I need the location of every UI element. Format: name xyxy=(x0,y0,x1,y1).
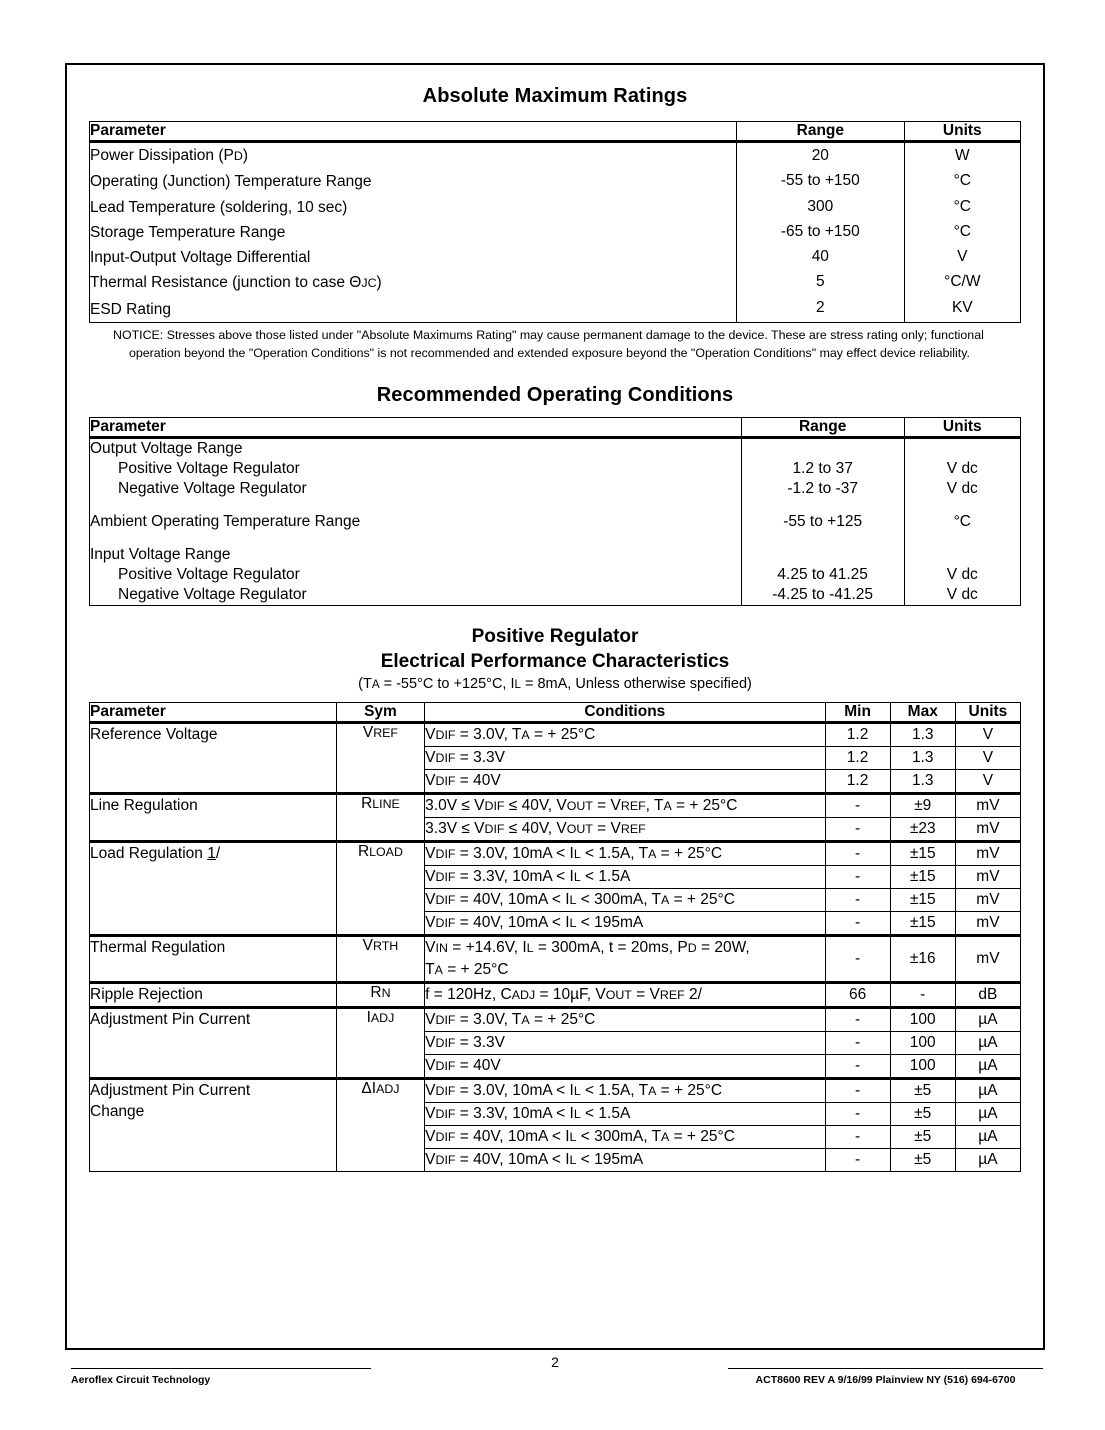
column-header-parameter: Parameter xyxy=(90,122,737,142)
epc-conditions-cell: 3.0V ≤ VDIF ≤ 40V, VOUT = VREF, TA = + 25°C xyxy=(425,794,825,818)
epc-conditions-cell: VDIF = 40V, 10mA < IL < 195mA xyxy=(425,1149,825,1172)
epc-conditions-cell: VDIF = 40V, 10mA < IL < 195mA xyxy=(425,912,825,936)
amr-units-value: W xyxy=(954,147,970,164)
epc-max-cell: ±23 xyxy=(890,818,955,842)
amr-parameter-cell xyxy=(90,142,737,323)
epc-units-cell: µA xyxy=(955,1126,1020,1149)
epc-conditions-cell: VDIF = 3.3V xyxy=(425,1032,825,1055)
epc-symbol-cell: RLINE xyxy=(336,794,424,842)
roc-units-value: V dc xyxy=(946,566,978,584)
table-row xyxy=(90,842,1021,866)
roc-group-heading: Input Voltage Range xyxy=(90,546,231,564)
epc-conditions-cell: 3.3V ≤ VDIF ≤ 40V, VOUT = VREF xyxy=(425,818,825,842)
amr-range-value: -55 to +150 xyxy=(780,172,860,190)
epc-units-cell: mV xyxy=(955,794,1020,818)
epc-symbol-cell: IADJ xyxy=(336,1008,424,1079)
electrical-performance-table xyxy=(89,702,1021,1172)
amr-parameter-label: ESD Rating xyxy=(90,300,171,318)
roc-line-label: Ambient Operating Temperature Range xyxy=(90,513,361,531)
epc-parameter-cell: Adjustment Pin Current xyxy=(90,1008,337,1079)
amr-range-cell xyxy=(737,142,905,323)
amr-units-value: °C xyxy=(953,197,971,215)
table-header-row xyxy=(90,122,1021,142)
roc-units-value: V dc xyxy=(946,480,978,498)
epc-conditions-cell: VDIF = 3.3V, 10mA < IL < 1.5A xyxy=(425,1103,825,1126)
electrical-performance-title: Electrical Performance Characteristics xyxy=(380,651,730,673)
column-header-sym: Sym xyxy=(336,703,424,723)
amr-range-value: 2 xyxy=(816,298,825,316)
column-header-units: Units xyxy=(904,122,1020,142)
epc-symbol-cell: VREF xyxy=(336,723,424,794)
amr-parameter-label: Input-Output Voltage Differential xyxy=(90,249,311,267)
epc-max-cell: 1.3 xyxy=(890,747,955,770)
epc-units-cell: mV xyxy=(955,889,1020,912)
amr-parameter-label: Operating (Junction) Temperature Range xyxy=(90,173,372,191)
epc-units-cell: µA xyxy=(955,1079,1020,1103)
epc-min-cell: - xyxy=(825,912,890,936)
epc-units-cell: mV xyxy=(955,842,1020,866)
column-header-parameter: Parameter xyxy=(90,703,337,723)
column-header-range: Range xyxy=(737,122,905,142)
column-header-conditions: Conditions xyxy=(425,703,825,723)
epc-symbol-cell: ΔIADJ xyxy=(336,1079,424,1172)
absolute-maximum-ratings-notice: NOTICE: Stresses above those listed under "Absolute Maximums Rating" may cause permanent damage to the device. These are stress rating only; functional operation beyond the "Operation Conditions" is not recommended and extended exposure beyond the "Operation Conditions" may effect device reliability. xyxy=(113,328,984,360)
epc-units-cell: dB xyxy=(955,983,1020,1008)
epc-units-cell: µA xyxy=(955,1149,1020,1172)
table-header-row xyxy=(90,418,1021,438)
table-header-row xyxy=(90,703,1021,723)
roc-range-value: -1.2 to -37 xyxy=(787,480,858,498)
roc-group xyxy=(90,439,741,499)
epc-min-cell: - xyxy=(825,1008,890,1032)
epc-parameter-cell: Line Regulation xyxy=(90,794,337,842)
column-header-max: Max xyxy=(890,703,955,723)
epc-max-cell: ±5 xyxy=(890,1103,955,1126)
epc-min-cell: - xyxy=(825,1126,890,1149)
footer-page-number: 2 xyxy=(551,1354,559,1370)
footer-document-info: ACT8600 REV A 9/16/99 Plainview NY (516) 694-6700 xyxy=(728,1368,1043,1386)
amr-units-value: °C xyxy=(953,172,971,190)
epc-conditions-cell: VDIF = 3.0V, TA = + 25°C xyxy=(425,1008,825,1032)
positive-regulator-title: Positive Regulator xyxy=(471,626,639,648)
amr-parameter-label: Thermal Resistance (junction to case ΘJC) xyxy=(90,274,382,292)
epc-min-cell: - xyxy=(825,936,890,983)
epc-conditions-cell: VDIF = 3.0V, 10mA < IL < 1.5A, TA = + 25°C xyxy=(425,1079,825,1103)
epc-units-cell: V xyxy=(955,770,1020,794)
epc-max-cell: 1.3 xyxy=(890,723,955,747)
roc-range-value: -55 to +125 xyxy=(783,513,863,531)
epc-max-cell: ±16 xyxy=(890,936,955,983)
epc-parameter-cell: Reference Voltage xyxy=(90,723,337,794)
absolute-maximum-ratings-table xyxy=(89,121,1021,323)
roc-range-value: -4.25 to -41.25 xyxy=(772,586,874,604)
epc-max-cell: 100 xyxy=(890,1055,955,1079)
roc-group-heading: Output Voltage Range xyxy=(90,440,243,458)
recommended-operating-conditions-title: Recommended Operating Conditions xyxy=(376,384,734,407)
epc-units-cell: V xyxy=(955,723,1020,747)
epc-max-cell: ±5 xyxy=(890,1126,955,1149)
amr-range-value: -65 to +150 xyxy=(780,222,860,240)
amr-range-value: 300 xyxy=(807,197,834,215)
amr-units-value: KV xyxy=(951,298,973,316)
amr-parameter-label: Lead Temperature (soldering, 10 sec) xyxy=(90,198,348,216)
roc-units-cell xyxy=(904,438,1020,606)
table-row xyxy=(90,983,1021,1008)
epc-conditions-cell: f = 120Hz, CADJ = 10µF, VOUT = VREF 2/ xyxy=(425,983,825,1008)
page-content xyxy=(65,63,1045,1172)
amr-range-value: 5 xyxy=(816,273,825,291)
epc-units-cell: V xyxy=(955,747,1020,770)
epc-conditions-cell: VDIF = 40V xyxy=(425,1055,825,1079)
epc-units-cell: µA xyxy=(955,1103,1020,1126)
epc-min-cell: - xyxy=(825,1055,890,1079)
epc-symbol-cell: RLOAD xyxy=(336,842,424,936)
epc-conditions-cell: VDIF = 3.3V, 10mA < IL < 1.5A xyxy=(425,866,825,889)
absolute-maximum-ratings-title: Absolute Maximum Ratings xyxy=(422,85,688,107)
epc-conditions-cell: VDIF = 3.0V, TA = + 25°C xyxy=(425,723,825,747)
epc-units-cell: mV xyxy=(955,936,1020,983)
roc-line-label: Positive Voltage Regulator xyxy=(118,460,300,478)
table-body-row xyxy=(90,438,1021,606)
table-row xyxy=(90,794,1021,818)
recommended-operating-conditions-table xyxy=(89,417,1021,606)
epc-conditions-cell: VDIF = 3.3V xyxy=(425,747,825,770)
epc-min-cell: 1.2 xyxy=(825,723,890,747)
epc-min-cell: - xyxy=(825,866,890,889)
epc-symbol-cell: RN xyxy=(336,983,424,1008)
epc-min-cell: - xyxy=(825,842,890,866)
epc-units-cell: mV xyxy=(955,866,1020,889)
amr-units-value: °C xyxy=(953,222,971,240)
epc-parameter-cell: Load Regulation 1/ xyxy=(90,842,337,936)
epc-min-cell: 66 xyxy=(825,983,890,1008)
roc-units-value: V dc xyxy=(946,586,978,604)
column-header-range: Range xyxy=(741,418,904,438)
epc-max-cell: ±5 xyxy=(890,1079,955,1103)
roc-line-label: Negative Voltage Regulator xyxy=(118,586,307,604)
epc-conditions-cell: VDIF = 3.0V, 10mA < IL < 1.5A, TA = + 25°C xyxy=(425,842,825,866)
epc-units-cell: µA xyxy=(955,1032,1020,1055)
amr-parameter-label: Storage Temperature Range xyxy=(90,223,286,241)
epc-max-cell: 1.3 xyxy=(890,770,955,794)
epc-max-cell: ±5 xyxy=(890,1149,955,1172)
epc-parameter-cell: Adjustment Pin Current Change xyxy=(90,1079,337,1172)
epc-conditions-cell: VIN = +14.6V, IL = 300mA, t = 20ms, PD = 20W, TA = + 25°C xyxy=(425,936,825,983)
epc-min-cell: - xyxy=(825,818,890,842)
epc-units-cell: mV xyxy=(955,912,1020,936)
amr-units-value: °C/W xyxy=(944,273,981,291)
roc-range-cell xyxy=(741,438,904,606)
epc-parameter-cell: Ripple Rejection xyxy=(90,983,337,1008)
epc-min-cell: - xyxy=(825,1149,890,1172)
epc-max-cell: 100 xyxy=(890,1032,955,1055)
epc-units-cell: mV xyxy=(955,818,1020,842)
epc-max-cell: - xyxy=(890,983,955,1008)
epc-min-cell: - xyxy=(825,1079,890,1103)
epc-max-cell: ±15 xyxy=(890,889,955,912)
roc-parameter-cell xyxy=(90,438,742,606)
column-header-min: Min xyxy=(825,703,890,723)
roc-range-value: 1.2 to 37 xyxy=(792,460,853,478)
epc-min-cell: - xyxy=(825,1103,890,1126)
roc-group xyxy=(90,545,741,605)
column-header-units: Units xyxy=(955,703,1020,723)
epc-max-cell: ±15 xyxy=(890,912,955,936)
roc-line-label: Positive Voltage Regulator xyxy=(118,566,300,584)
epc-units-cell: µA xyxy=(955,1008,1020,1032)
epc-units-cell: µA xyxy=(955,1055,1020,1079)
epc-conditions-cell: VDIF = 40V xyxy=(425,770,825,794)
epc-min-cell: 1.2 xyxy=(825,747,890,770)
amr-units-value: V xyxy=(957,248,968,266)
epc-max-cell: ±15 xyxy=(890,866,955,889)
epc-symbol-cell: VRTH xyxy=(336,936,424,983)
page-footer xyxy=(65,1354,1045,1408)
epc-min-cell: - xyxy=(825,794,890,818)
roc-units-value: V dc xyxy=(946,460,978,478)
electrical-performance-subtitle: (TA = -55°C to +125°C, IL = 8mA, Unless otherwise specified) xyxy=(358,676,752,693)
amr-range-value: 20 xyxy=(811,147,829,164)
epc-min-cell: 1.2 xyxy=(825,770,890,794)
epc-conditions-cell: VDIF = 40V, 10mA < IL < 300mA, TA = + 25°C xyxy=(425,889,825,912)
amr-parameter-label: Power Dissipation (PD) xyxy=(90,147,248,164)
roc-units-value: °C xyxy=(953,513,971,531)
amr-range-value: 40 xyxy=(811,248,829,266)
roc-range-value: 4.25 to 41.25 xyxy=(777,566,868,584)
table-row xyxy=(90,1079,1021,1103)
epc-max-cell: 100 xyxy=(890,1008,955,1032)
table-body-row xyxy=(90,142,1021,323)
epc-conditions-cell: VDIF = 40V, 10mA < IL < 300mA, TA = + 25°C xyxy=(425,1126,825,1149)
amr-units-cell xyxy=(904,142,1020,323)
roc-line-label: Negative Voltage Regulator xyxy=(118,480,307,498)
table-row xyxy=(90,723,1021,747)
footer-company: Aeroflex Circuit Technology xyxy=(71,1368,371,1386)
epc-max-cell: ±9 xyxy=(890,794,955,818)
column-header-parameter: Parameter xyxy=(90,418,742,438)
epc-min-cell: - xyxy=(825,1032,890,1055)
epc-min-cell: - xyxy=(825,889,890,912)
epc-max-cell: ±15 xyxy=(890,842,955,866)
roc-group xyxy=(90,512,741,532)
epc-parameter-cell: Thermal Regulation xyxy=(90,936,337,983)
table-row xyxy=(90,1008,1021,1032)
table-row xyxy=(90,936,1021,983)
column-header-units: Units xyxy=(904,418,1020,438)
